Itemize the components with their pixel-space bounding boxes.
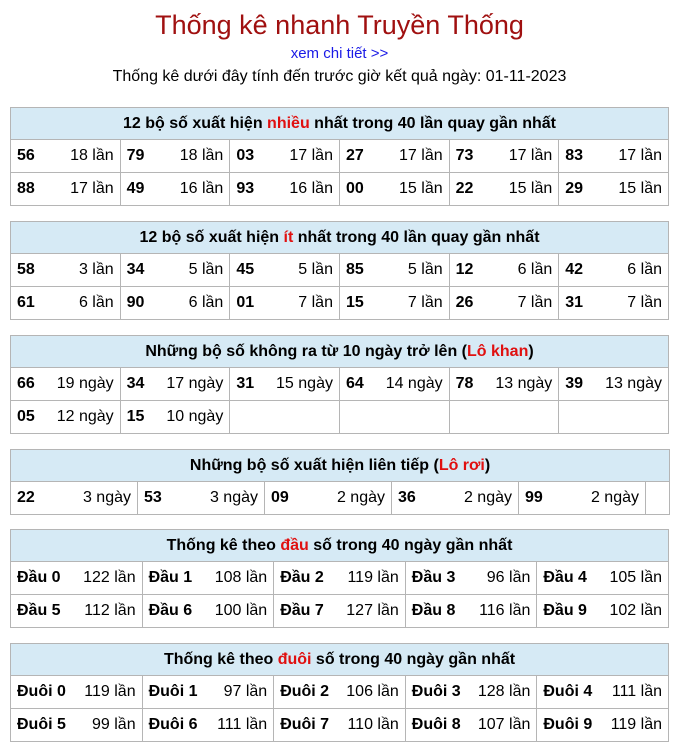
stat-cell (559, 173, 669, 206)
stat-number: 29 (565, 180, 584, 197)
stat-count: 5 lần (298, 261, 333, 278)
least-frequent-table (10, 221, 669, 320)
stat-label: Đuôi 7 (280, 716, 330, 733)
stat-number: 36 (398, 489, 416, 506)
stat-number: 00 (345, 180, 364, 197)
stat-count: 107 lần (477, 716, 531, 733)
stat-cell (559, 368, 669, 401)
stat-label: Đầu 4 (543, 569, 587, 586)
least-frequent-header: 12 bộ số xuất hiện ít nhất trong 40 lần quay gần nhất (11, 222, 669, 254)
stat-count: 15 lần (508, 180, 553, 197)
stat-label: Đuôi 2 (280, 683, 330, 700)
stat-cell (449, 140, 559, 173)
stat-count: 108 lần (214, 569, 268, 586)
stat-cell (339, 140, 449, 173)
stat-count: 7 lần (627, 294, 662, 311)
table-row (11, 368, 669, 401)
stat-number: 26 (455, 294, 474, 311)
stat-count: 7 lần (407, 294, 443, 311)
stat-number: 61 (17, 294, 35, 311)
stat-count: 119 lần (610, 716, 662, 733)
stat-cell (230, 173, 340, 206)
stat-number: 79 (126, 147, 145, 164)
stat-number: 15 (345, 294, 364, 311)
stat-count: 17 lần (399, 147, 443, 164)
stat-number: 39 (565, 375, 584, 392)
stat-number: 34 (126, 261, 145, 278)
stat-cell (11, 287, 121, 320)
stat-number: 15 (126, 408, 145, 425)
most-frequent-header: 12 bộ số xuất hiện nhiều nhất trong 40 lần quay gần nhất (11, 108, 669, 140)
stat-count: 3 ngày (209, 489, 258, 506)
stat-count: 15 lần (399, 180, 443, 197)
stat-count: 16 lần (289, 180, 333, 197)
stat-cell (537, 595, 669, 628)
stat-cell (405, 595, 537, 628)
stat-cell (11, 254, 121, 287)
stat-label: Đuôi 8 (411, 716, 461, 733)
stat-count: 13 ngày (495, 375, 553, 392)
stat-label: Đuôi 5 (17, 716, 66, 733)
stat-count: 17 lần (289, 147, 333, 164)
stat-label: Đầu 1 (148, 569, 193, 586)
stat-count: 5 lần (407, 261, 443, 278)
stat-number: 01 (236, 294, 255, 311)
stat-number: 64 (345, 375, 364, 392)
details-link[interactable]: xem chi tiết >> (290, 45, 389, 62)
table-row (11, 562, 669, 595)
stat-count: 15 ngày (276, 375, 333, 392)
stat-number: 99 (525, 489, 543, 506)
stat-count: 6 lần (78, 294, 114, 311)
table-row (11, 140, 669, 173)
stat-number: 56 (17, 147, 35, 164)
stat-number: 34 (126, 375, 145, 392)
stat-cell (646, 482, 670, 515)
stat-number: 27 (345, 147, 364, 164)
stat-number: 09 (271, 489, 289, 506)
stat-cell (449, 287, 559, 320)
stat-count: 15 lần (618, 180, 662, 197)
stat-count: 97 lần (223, 683, 268, 700)
stat-count: 111 lần (611, 683, 662, 700)
stat-number: 93 (236, 180, 255, 197)
table-row (11, 401, 669, 434)
table-row (11, 173, 669, 206)
stat-label: Đuôi 6 (148, 716, 198, 733)
stat-cell (230, 401, 340, 434)
stat-number: 12 (455, 261, 474, 278)
page-header (0, 0, 679, 88)
stat-number: 03 (236, 147, 255, 164)
stat-cell (339, 287, 449, 320)
stat-number: 73 (455, 147, 474, 164)
stat-number: 83 (565, 147, 584, 164)
stat-cell (405, 676, 537, 709)
stat-cell (11, 173, 121, 206)
stat-count: 2 ngày (590, 489, 639, 506)
stat-cell (142, 595, 274, 628)
stat-cell (537, 562, 669, 595)
stat-cell (11, 482, 138, 515)
stat-count: 102 lần (609, 602, 662, 619)
stat-number: 53 (144, 489, 162, 506)
most-frequent-table (10, 107, 669, 206)
stat-count: 7 lần (298, 294, 333, 311)
stat-cell (120, 368, 230, 401)
stat-count: 112 lần (84, 602, 136, 619)
stat-number: 90 (126, 294, 145, 311)
page-title: Thống kê nhanh Truyền Thống (155, 10, 524, 40)
stat-cell (339, 173, 449, 206)
stat-count: 116 lần (479, 602, 531, 619)
stat-count: 12 ngày (56, 408, 114, 425)
stat-cell (519, 482, 646, 515)
stat-cell (120, 401, 230, 434)
stat-count: 13 ngày (605, 375, 662, 392)
stat-cell (11, 368, 121, 401)
table-row (11, 254, 669, 287)
duoi-header: Thống kê theo đuôi số trong 40 ngày gần nhất (11, 644, 669, 676)
dau-table (10, 529, 669, 628)
stat-count: 14 ngày (385, 375, 443, 392)
stat-number: 45 (236, 261, 255, 278)
stat-cell (142, 676, 274, 709)
dau-header: Thống kê theo đầu số trong 40 ngày gần nhất (11, 530, 669, 562)
stat-cell (11, 709, 143, 742)
stat-number: 22 (455, 180, 474, 197)
stat-cell (142, 562, 274, 595)
stat-cell (230, 287, 340, 320)
stat-cell (339, 368, 449, 401)
stat-cell (274, 595, 406, 628)
stat-label: Đầu 2 (280, 569, 324, 586)
stat-count: 110 lần (347, 716, 399, 733)
stat-count: 19 ngày (56, 375, 114, 392)
stat-cell (449, 173, 559, 206)
stat-count: 10 ngày (166, 408, 224, 425)
stat-count: 6 lần (517, 261, 553, 278)
stat-cell (11, 676, 143, 709)
stat-cell (559, 140, 669, 173)
stat-label: Đuôi 4 (543, 683, 593, 700)
stat-label: Đầu 6 (148, 602, 193, 619)
stat-count: 2 ngày (463, 489, 512, 506)
stat-number: 49 (126, 180, 145, 197)
stat-cell (230, 254, 340, 287)
stat-number: 85 (345, 261, 364, 278)
lo-roi-header: Những bộ số xuất hiện liên tiếp (Lô rơi) (11, 450, 670, 482)
stat-cell (265, 482, 392, 515)
stat-count: 6 lần (188, 294, 224, 311)
stat-cell (230, 368, 340, 401)
stat-count: 17 lần (508, 147, 553, 164)
stat-count: 122 lần (83, 569, 136, 586)
stat-label: Đuôi 0 (17, 683, 66, 700)
stat-cell (274, 562, 406, 595)
stat-count: 18 lần (179, 147, 224, 164)
stat-cell (120, 287, 230, 320)
lo-khan-header: Những bộ số không ra từ 10 ngày trở lên (Lô khan) (11, 336, 669, 368)
stat-label: Đuôi 9 (543, 716, 593, 733)
stat-number: 22 (17, 489, 35, 506)
stat-label: Đầu 5 (17, 602, 61, 619)
stat-cell (120, 173, 230, 206)
stat-label: Đầu 7 (280, 602, 324, 619)
table-row (11, 709, 669, 742)
stat-count: 5 lần (188, 261, 224, 278)
stat-label: Đầu 9 (543, 602, 587, 619)
table-row (11, 676, 669, 709)
stat-count: 106 lần (346, 683, 399, 700)
stat-count: 99 lần (92, 716, 136, 733)
stat-label: Đuôi 3 (411, 683, 461, 700)
stat-cell (559, 287, 669, 320)
stat-count: 127 lần (346, 602, 399, 619)
stat-label: Đầu 8 (411, 602, 456, 619)
stat-cell (405, 709, 537, 742)
stat-count: 96 lần (486, 569, 531, 586)
stat-cell (138, 482, 265, 515)
stat-cell (339, 254, 449, 287)
stat-count: 7 lần (517, 294, 553, 311)
stat-cell (449, 401, 559, 434)
stat-label: Đuôi 1 (148, 683, 198, 700)
table-row (11, 482, 670, 515)
stat-count: 17 lần (70, 180, 114, 197)
stat-cell (449, 368, 559, 401)
stat-count: 128 lần (477, 683, 531, 700)
stat-cell (230, 140, 340, 173)
stat-number: 42 (565, 261, 584, 278)
stat-count: 100 lần (214, 602, 268, 619)
stat-cell (120, 140, 230, 173)
stat-cell (120, 254, 230, 287)
stat-number: 58 (17, 261, 35, 278)
stat-number: 66 (17, 375, 35, 392)
stat-cell (559, 401, 669, 434)
stat-cell (11, 562, 143, 595)
stat-count: 119 lần (84, 683, 136, 700)
stat-cell (449, 254, 559, 287)
stat-number: 88 (17, 180, 35, 197)
stat-count: 17 lần (618, 147, 662, 164)
stat-cell (339, 401, 449, 434)
stat-cell (392, 482, 519, 515)
stat-label: Đầu 3 (411, 569, 456, 586)
stat-label: Đầu 0 (17, 569, 61, 586)
page-subtitle: Thống kê dưới đây tính đến trước giờ kết quả ngày: 01-11-2023 (112, 68, 567, 85)
stat-cell (11, 595, 143, 628)
stat-number: 31 (565, 294, 584, 311)
stat-count: 105 lần (609, 569, 662, 586)
stat-number: 31 (236, 375, 255, 392)
lo-khan-table (10, 335, 669, 434)
duoi-table (10, 643, 669, 742)
stat-number: 78 (455, 375, 474, 392)
table-row (11, 595, 669, 628)
stat-count: 111 lần (217, 716, 268, 733)
stat-cell (274, 676, 406, 709)
stat-cell (537, 676, 669, 709)
stat-number: 05 (17, 408, 35, 425)
stat-count: 16 lần (179, 180, 224, 197)
stat-count: 18 lần (70, 147, 114, 164)
stat-cell (142, 709, 274, 742)
stat-count: 17 ngày (166, 375, 224, 392)
stat-cell (559, 254, 669, 287)
stat-count: 3 ngày (82, 489, 131, 506)
stat-count: 6 lần (627, 261, 662, 278)
stat-count: 119 lần (347, 569, 399, 586)
stat-cell (11, 401, 121, 434)
stat-cell (405, 562, 537, 595)
table-row (11, 287, 669, 320)
stat-count: 3 lần (78, 261, 114, 278)
lo-roi-table (10, 449, 670, 515)
stat-cell (11, 140, 121, 173)
stat-count: 2 ngày (336, 489, 385, 506)
stat-cell (274, 709, 406, 742)
stat-cell (537, 709, 669, 742)
